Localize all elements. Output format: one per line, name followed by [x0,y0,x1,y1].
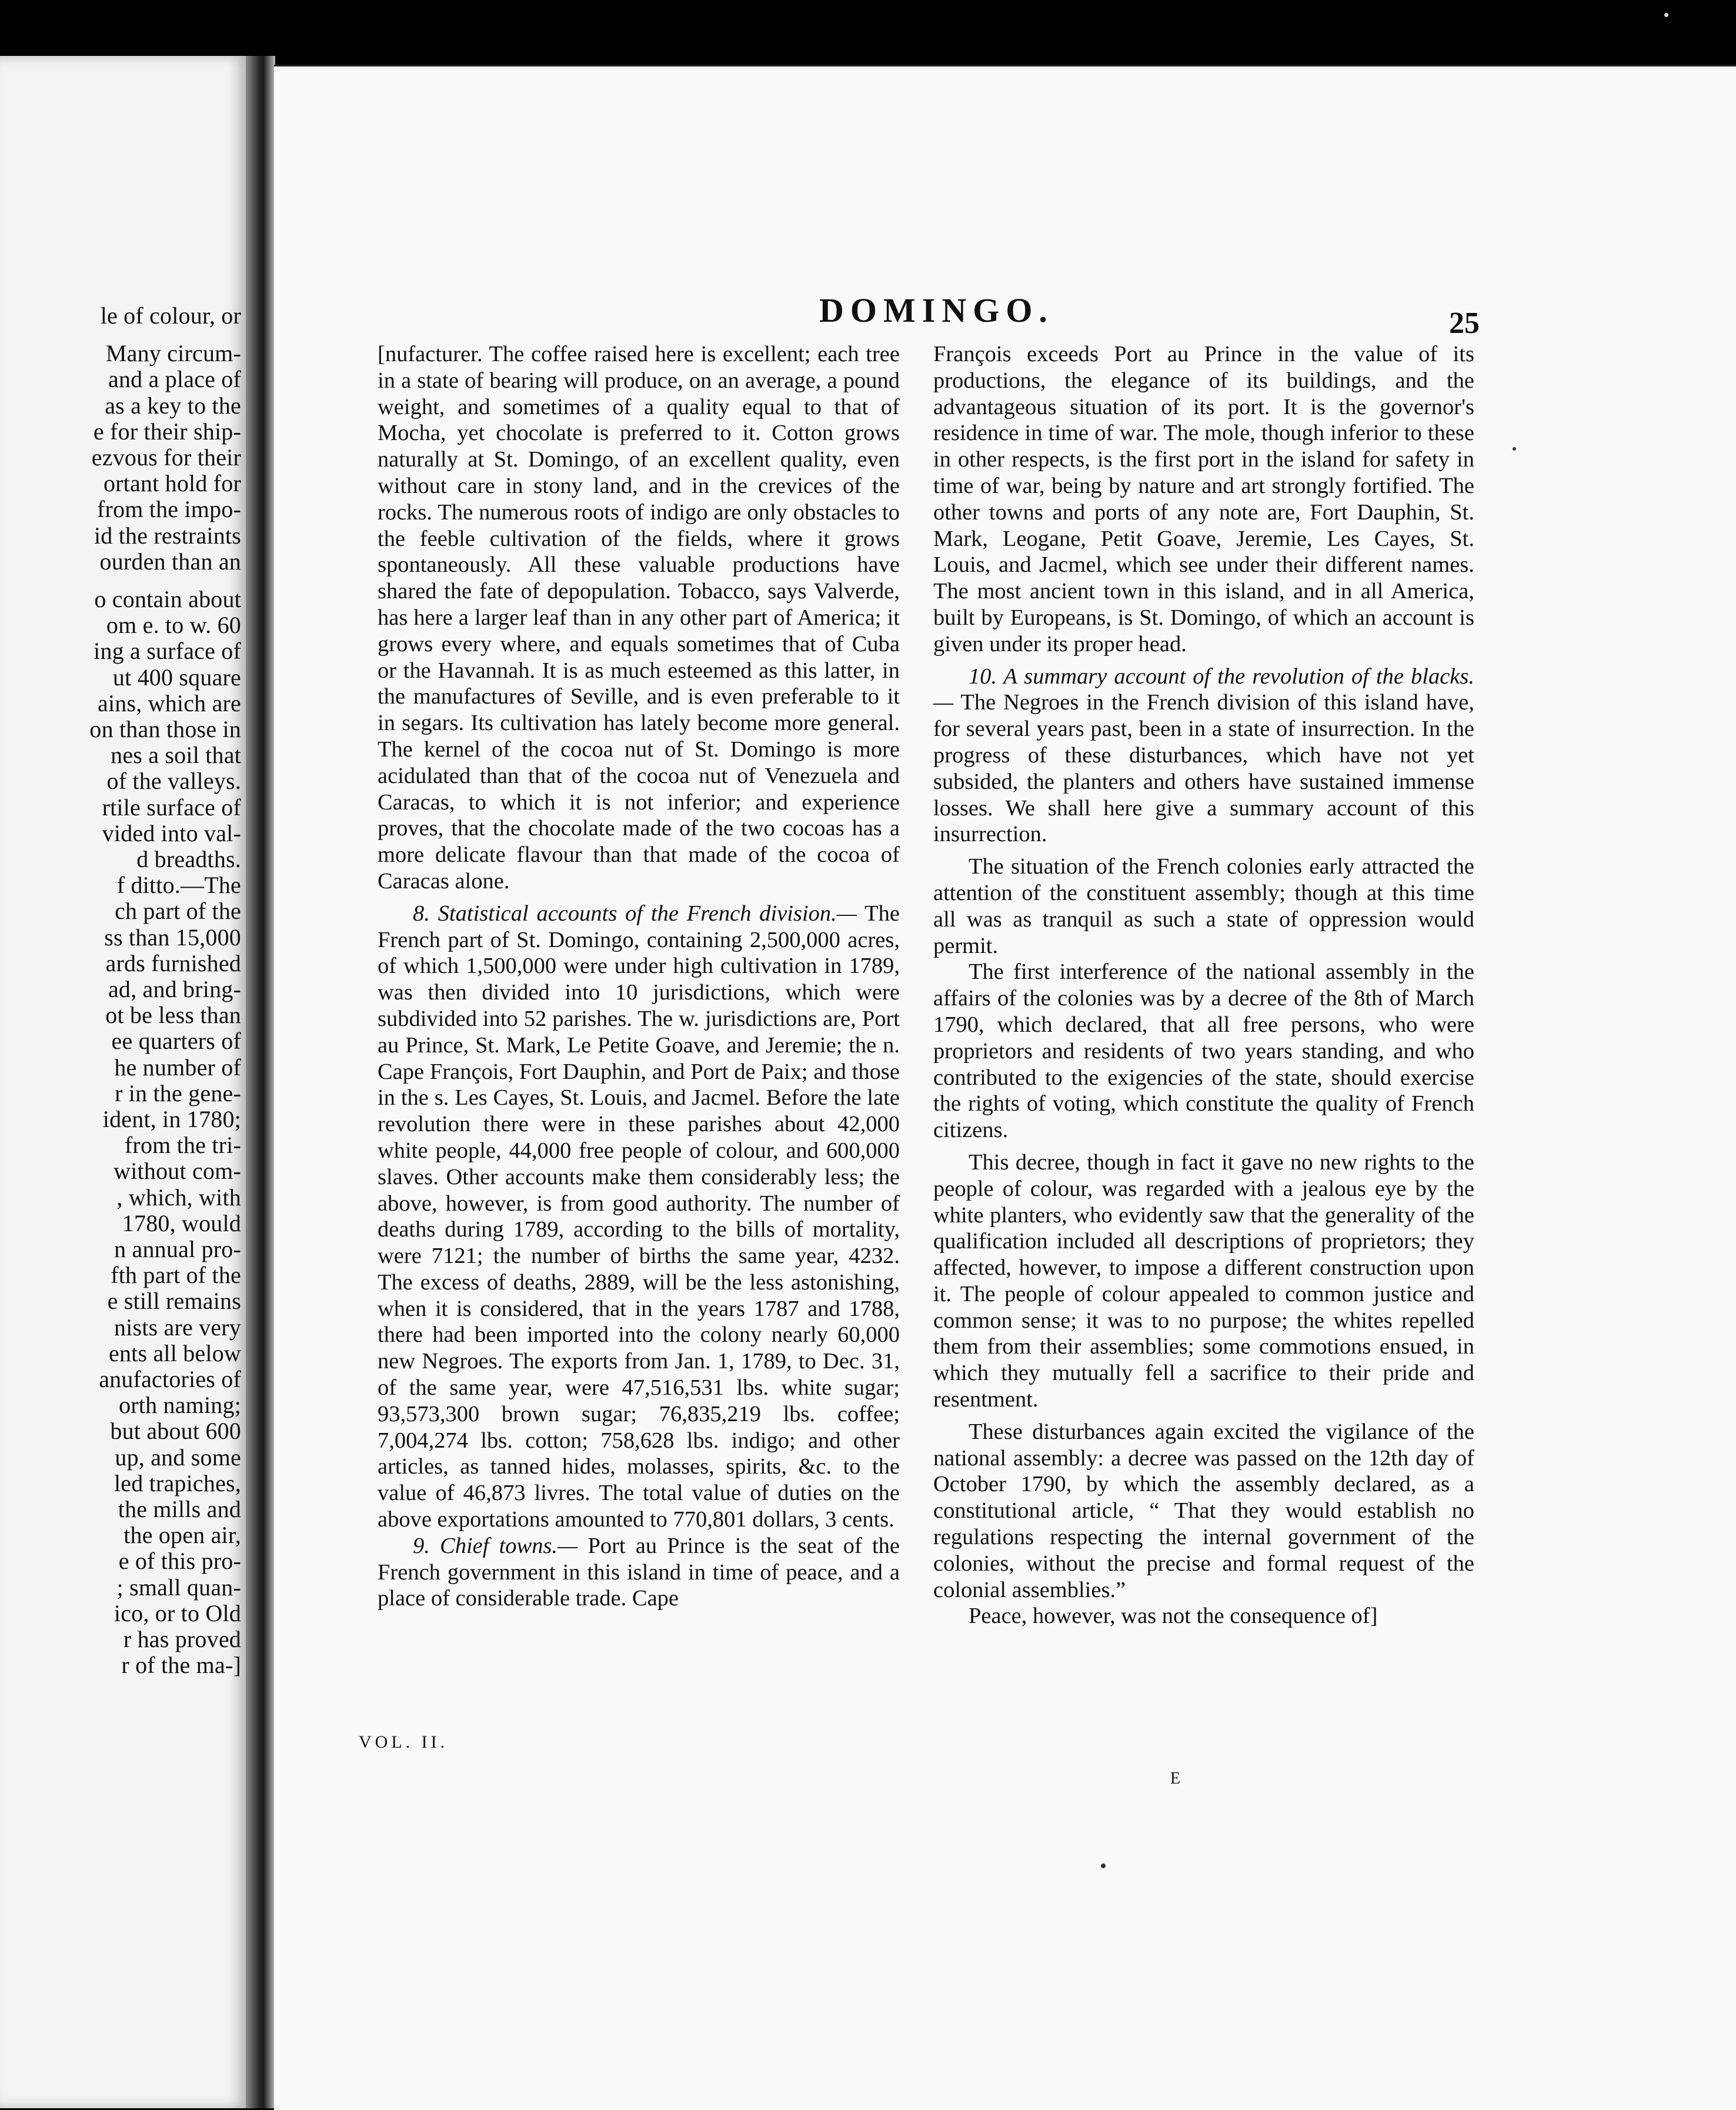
left-page-line: led trapiches, [113,1469,241,1496]
left-page-line: ents all below [109,1339,241,1366]
paragraph-body: Port au Prince is the seat of the French government in this island in time of peace, and a place of considerable trade. Cape [378,1533,900,1611]
left-page-line: vided into val- [102,819,241,846]
left-page-line: ards furnished [105,949,241,976]
left-page-line: the mills and [118,1496,241,1522]
paragraph [378,1533,900,1612]
left-page-line: e still remains [107,1288,241,1315]
paragraph [933,664,1474,848]
paragraph: The situation of the French colonies early attracted the attention of the constituent assembly; though at this time all was as tranquil as such a state of oppression would permit. [933,854,1474,958]
left-page-line: e for their ship- [93,418,241,445]
left-page-line: ourden than an [99,548,241,575]
left-page-line: anufactories of [99,1366,241,1392]
paragraph: [nufacturer. The coffee raised here is excellent; each tree in a state of bearing will produce, on an average, a pound weight, and sometimes of a quality equal to that of Mocha, yet chocolate is preferred to it. Cotton grows naturally at St. Domingo, of an excellent quality, even without care in stony land, and in the crevices of the rocks. The numerous roots of indigo are only obstacles to the feeble cultivation of the fields, where it grows spontaneously. All these valuable productions have shared the fate of depopulation. Tobacco, says Valverde, has here a larger leaf than in any other part of America; it grows every where, and equals sometimes that of Cuba or the Havannah. It is as much esteemed as this latter, in the manufactures of Seville, and is even preferable to it in segars. Its cultivation has lately become more general. The kernel of the cocoa nut of St. Domingo is more acidulated than that of the cocoa nut of Venezuela and Caracas, to which it is not inferior; and experience proves, that the chocolate made of the two cocoas has a more delicate flavour than that made of the cocoa of Caracas alone. [378,342,900,894]
left-page-line: from the tri- [124,1132,241,1159]
left-page-line: nists are very [113,1314,241,1341]
left-page-line: ad, and bring- [108,976,241,1002]
left-page-line: ee quarters of [111,1028,241,1055]
left-page-line: le of colour, or [100,302,241,329]
left-page-line: and a place of [108,366,241,393]
print-speck [1664,13,1668,17]
paragraph-body: The French part of St. Domingo, containing 2,500,000 acres, of which 1,500,000 were under high cultivation in 1789, was then divided into 10 jurisdictions, which were subdivided into 52 parishes. The w. jurisdictions are, Port au Prince, St. Mark, Le Petite Goave, and Jeremie; the n. Cape François, Fort Dauphin, and Port de Paix; and those in the s. Les Cayes, St. Louis, and Jacmel. Before the late revolution there were in these parishes about 42,000 white people, 44,000 free people of colour, and 600,000 slaves. Other accounts make them considerably less; the above, however, is from good authority. The number of deaths during 1789, according to the bills of mortality, were 7121; the number of births the same year, 4232. The excess of deaths, 2889, will be the less astonishing, when it is considered, that in the years 1787 and 1788, there had been imported into the colony nearly 60,000 new Negroes. The exports from Jan. 1, 1789, to Dec. 31, of the same year, were 47,516,531 lbs. white sugar; 93,573,300 brown sugar; 76,835,219 lbs. coffee; 7,004,274 lbs. cotton; 758,628 lbs. indigo; and other articles, as tanned hides, molasses, spirits, &c. to the value of 46,873 livres. The total value of duties on the above exportations amounted to 770,801 dollars, 3 cents. [378,901,900,1532]
left-page-line: orth naming; [119,1392,241,1419]
volume-footer: VOL. II. [359,1732,449,1752]
left-page-line: ortant hold for [103,470,241,497]
left-page-line: without com- [113,1158,241,1185]
running-head: DOMINGO. [819,291,1054,329]
left-page-line: Many circum- [105,340,241,367]
left-page-line: ident, in 1780; [102,1106,241,1132]
left-page-fragment [0,56,247,2108]
left-page-line: as a key to the [105,392,241,419]
left-page-line: on than those in [89,716,241,742]
left-page-line: nes a soil that [111,742,241,769]
left-page-line: d breadths. [136,846,241,872]
left-page-line: from the impo- [97,496,241,523]
left-page-line: rtile surface of [102,794,241,821]
signature-mark: E [1170,1769,1181,1788]
left-page-line: ico, or to Old [113,1599,241,1626]
text-column-left [378,341,900,1612]
text-column-right [933,341,1474,1629]
print-speck [1101,1864,1106,1868]
left-page-line: id the restraints [94,522,241,549]
left-page-line: ; small quan- [116,1574,241,1601]
paragraph [378,901,900,1533]
left-page-line: the open air, [123,1522,241,1549]
left-page-line: r in the gene- [115,1079,241,1106]
paragraph-body: The Negroes in the French division of this island have, for several years past, been in a state of insurrection. In the progress of these disturbances, which have not yet subsided, the planters and others have sustained immense losses. We shall here give a summary account of this insurrection. [933,690,1474,847]
left-page-line: 1780, would [122,1209,241,1236]
left-page-line: ss than 15,000 [104,924,241,951]
paragraph: These disturbances again excited the vigilance of the national assembly: a decree was passed on the 12th day of October 1790, by which the assembly declared, as a constitutional article, “ That they would establish no regulations respecting the internal government of the colonies, without the precise and formal request of the colonial assemblies.” [933,1419,1474,1602]
left-page-line: of the valleys. [106,768,241,795]
left-page-line: fth part of the [111,1262,241,1289]
section-heading: 10. A summary account of the revolution of the blacks.— [933,664,1474,715]
paragraph: François exceeds Port au Prince in the value of its productions, the elegance of its buildings, and the advantageous situation of its port. It is the governor's residence in time of war. The mole, though inferior to these in other respects, is the first port in the island for safety in time of war, being by nature and art strongly fortified. The other towns and ports of any note are, Fort Dauphin, St. Mark, Leogane, Petit Goave, Jeremie, Les Cayes, St. Louis, and Jacmel, which see under their different names. The most ancient town in this island, and in all America, built by Europeans, is St. Domingo, of which an account is given under its proper head. [933,342,1474,656]
left-page-line: r has proved [123,1626,241,1652]
left-page-line: e of this pro- [118,1548,241,1575]
left-page-line: ot be less than [105,1002,241,1029]
left-page-line: but about 600 [110,1418,241,1445]
left-page-line: ains, which are [97,689,241,716]
left-page-line: he number of [114,1054,241,1081]
left-page-line: om e. to w. 60 [106,612,241,639]
left-page-line: r of the ma-] [121,1652,241,1679]
left-page-line: f ditto.—The [116,872,241,899]
left-page-line: , which, with [116,1184,241,1211]
left-page-line: ing a surface of [94,638,241,665]
section-heading: 8. Statistical accounts of the French division.— [413,901,857,926]
left-page-line: n annual pro- [114,1236,241,1262]
left-page-line: ezvous for their [91,444,241,471]
page-number: 25 [1449,306,1480,340]
paragraph: Peace, however, was not the consequence of] [969,1604,1378,1629]
book-gutter [246,56,275,2108]
paragraph: This decree, though in fact it gave no new rights to the people of colour, was regarded with a jealous eye by the white planters, who evidently saw that the generality of the qualification included all descriptions of proprietors; they affected, however, to impose a different construction upon it. The people of colour appealed to common justice and common sense; it was to no purpose; the whites repelled them from their assemblies; some commotions ensued, in which they mutually fell a sacrifice to their pride and resentment. [933,1149,1474,1412]
left-page-line: up, and some [115,1444,241,1471]
left-page-line: ut 400 square [112,664,241,691]
paragraph: The first interference of the national assembly in the affairs of the colonies was by a decree of the 8th of March 1790, which declared, that all free persons, who were proprietors and residents of two years standing, and who contributed to the exigencies of the state, should exercise the rights of voting, which constitute the quality of French citizens. [933,959,1474,1143]
print-speck [1513,447,1516,451]
left-page-line: ch part of the [115,898,241,925]
section-heading: 9. Chief towns.— [413,1533,578,1558]
left-page-line: o contain about [94,586,241,612]
